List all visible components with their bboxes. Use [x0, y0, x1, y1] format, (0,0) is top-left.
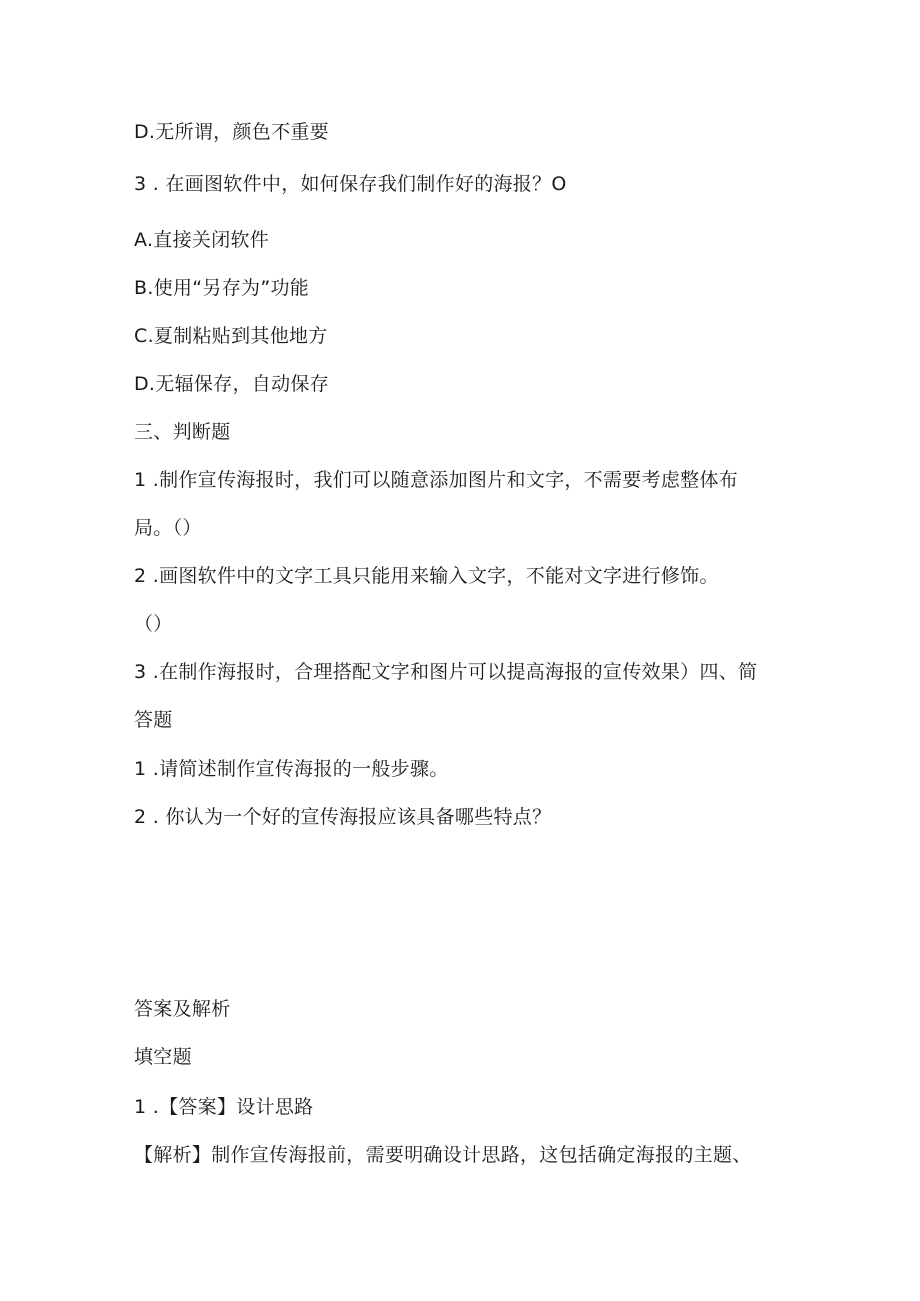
tf-question-3: 3 .在制作海报时，合理搭配文字和图片可以提高海报的宣传效果）四、简 [134, 661, 758, 683]
short-answer-question-1: 1 .请简述制作宣传海报的一般步骤。 [134, 758, 449, 780]
answers-heading: 答案及解析 [134, 998, 231, 1020]
fill-in-heading: 填空题 [134, 1046, 192, 1068]
tf-question-2-blank: （） [134, 613, 173, 635]
tf-question-2: 2 .画图软件中的文字工具只能用来输入文字，不能对文字进行修饰。 [134, 565, 719, 587]
short-answer-question-2: 2 . 你认为一个好的宣传海报应该具备哪些特点？ [134, 806, 552, 828]
question-3: 3 . 在画图软件中，如何保存我们制作好的海报？O [134, 173, 567, 195]
answer-1: 1 .【答案】设计思路 [134, 1096, 314, 1118]
tf-question-1: 1 .制作宣传海报时，我们可以随意添加图片和文字，不需要考虑整体布 [134, 469, 739, 491]
option-d: D.无辐保存，自动保存 [134, 373, 329, 395]
tf-question-1-continued: 局。（） [134, 517, 202, 539]
section-heading-short-answer: 答题 [134, 709, 173, 731]
section-heading-true-false: 三、判断题 [134, 421, 231, 443]
analysis-1: 【解析】制作宣传海报前，需要明确设计思路，这包括确定海报的主题、 [134, 1144, 752, 1166]
option-d-q2: D.无所谓，颜色不重要 [134, 121, 329, 143]
option-a: A.直接关闭软件 [134, 229, 270, 251]
option-c: C.夏制粘贴到其他地方 [134, 325, 328, 347]
option-b: B.使用“另存为”功能 [134, 277, 310, 299]
